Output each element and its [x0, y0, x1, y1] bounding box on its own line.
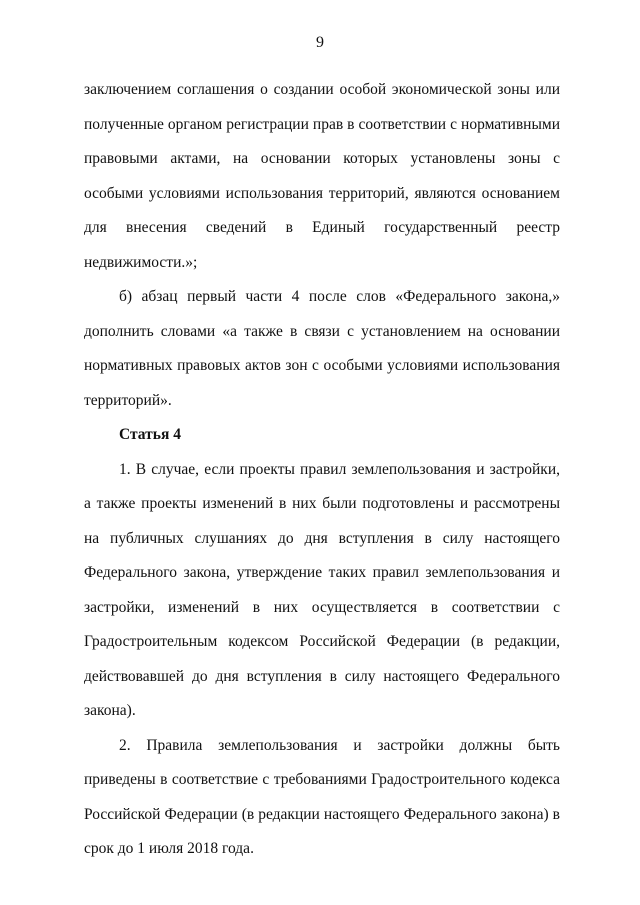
page-number: 9 — [316, 34, 324, 51]
paragraph-article4-part2: 2. Правила землепользования и застройки должны быть приведены в соответствие с требованиями Градостроительного кодекса Российской Федерации (в редакции настоящего Федерального закона) в срок до 1 июля 2018 года. — [84, 736, 560, 857]
paragraph-article4-part1: 1. В случае, если проекты правил землепользования и застройки, а также проекты изменений в них были подготовлены и рассмотрены на публичных слушаниях до дня вступления в силу настоящего Федерального закона, утверждение таких правил землепользования и застройки, изменений в них осуществляется в соответствии с Градостроительным кодексом Российской Федерации (в редакции, действовавшей до дня вступления в силу настоящего Федерального закона). — [84, 460, 560, 719]
paragraph-continuation: заключением соглашения о создании особой экономической зоны или полученные органом регистрации прав в соответствии с нормативными правовыми актами, на основании которых установлены зоны с особыми условиями использования территорий, являются основанием для внесения сведений в Единый государственный реестр недвижимости.»; — [84, 81, 560, 271]
article-heading: Статья 4 — [119, 426, 181, 443]
paragraph-amendment-b: б) абзац первый части 4 после слов «Федерального закона,» дополнить словами «а также в связи с установлением на основании нормативных правовых актов зон с особыми условиями использования территорий». — [84, 288, 560, 409]
document-body — [84, 73, 560, 867]
